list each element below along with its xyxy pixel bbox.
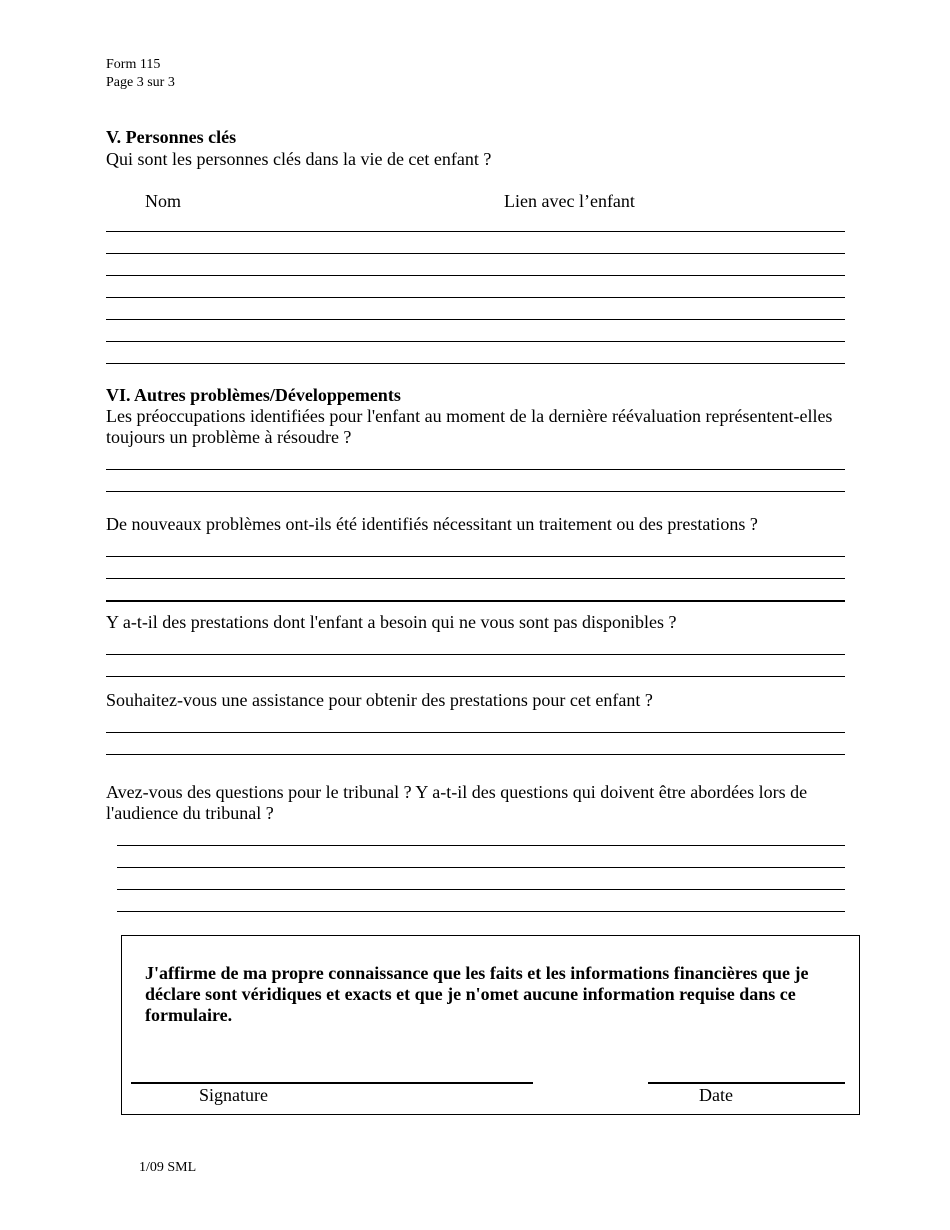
key-person-line-6[interactable] xyxy=(106,341,845,342)
answer-line-q4-2[interactable] xyxy=(106,754,845,755)
answer-line-q1-2[interactable] xyxy=(106,491,845,492)
question-assistance: Souhaitez-vous une assistance pour obtenir des prestations pour cet enfant ? xyxy=(106,690,653,710)
answer-line-q5-2[interactable] xyxy=(117,867,845,868)
answer-line-q4-1[interactable] xyxy=(106,732,845,733)
column-header-relation: Lien avec l’enfant xyxy=(504,191,635,211)
signature-line[interactable] xyxy=(131,1082,533,1084)
date-line[interactable] xyxy=(648,1082,845,1084)
key-person-line-5[interactable] xyxy=(106,319,845,320)
answer-line-q1-1[interactable] xyxy=(106,469,845,470)
question-previous-concerns: Les préoccupations identifiées pour l'enfant au moment de la dernière réévaluation représentent-elles toujours un problème à résoudre ? xyxy=(106,406,833,447)
form-revision-code: 1/09 SML xyxy=(139,1160,197,1175)
question-court: Avez-vous des questions pour le tribunal ? Y a-t-il des questions qui doivent être abordées lors de l'audience du tribunal ? xyxy=(106,782,808,823)
answer-line-q2-3[interactable] xyxy=(106,600,845,602)
form-number: Form 115 xyxy=(106,57,161,72)
answer-line-q5-1[interactable] xyxy=(117,845,845,846)
column-header-name: Nom xyxy=(145,191,181,211)
section-5-title: V. Personnes clés xyxy=(106,127,237,147)
affirmation-text: J'affirme de ma propre connaissance que les faits et les informations financières que je déclare sont véridiques et exacts et que je n'omet aucune information requise dans ce formulaire. xyxy=(145,963,809,1025)
question-unavailable-services: Y a-t-il des prestations dont l'enfant a besoin qui ne vous sont pas disponibles ? xyxy=(106,612,677,632)
answer-line-q5-3[interactable] xyxy=(117,889,845,890)
key-person-line-3[interactable] xyxy=(106,275,845,276)
key-person-line-7[interactable] xyxy=(106,363,845,364)
answer-line-q3-2[interactable] xyxy=(106,676,845,677)
question-new-problems: De nouveaux problèmes ont-ils été identifiés nécessitant un traitement ou des prestations ? xyxy=(106,514,758,534)
section-5-question: Qui sont les personnes clés dans la vie de cet enfant ? xyxy=(106,149,492,169)
signature-label: Signature xyxy=(199,1085,268,1105)
answer-line-q5-4[interactable] xyxy=(117,911,845,912)
answer-line-q2-2[interactable] xyxy=(106,578,845,579)
key-person-line-1[interactable] xyxy=(106,231,845,232)
key-person-line-2[interactable] xyxy=(106,253,845,254)
date-label: Date xyxy=(699,1085,733,1105)
answer-line-q3-1[interactable] xyxy=(106,654,845,655)
answer-line-q2-1[interactable] xyxy=(106,556,845,557)
section-6-title: VI. Autres problèmes/Développements xyxy=(106,385,401,405)
key-person-line-4[interactable] xyxy=(106,297,845,298)
page-number: Page 3 sur 3 xyxy=(106,75,175,90)
